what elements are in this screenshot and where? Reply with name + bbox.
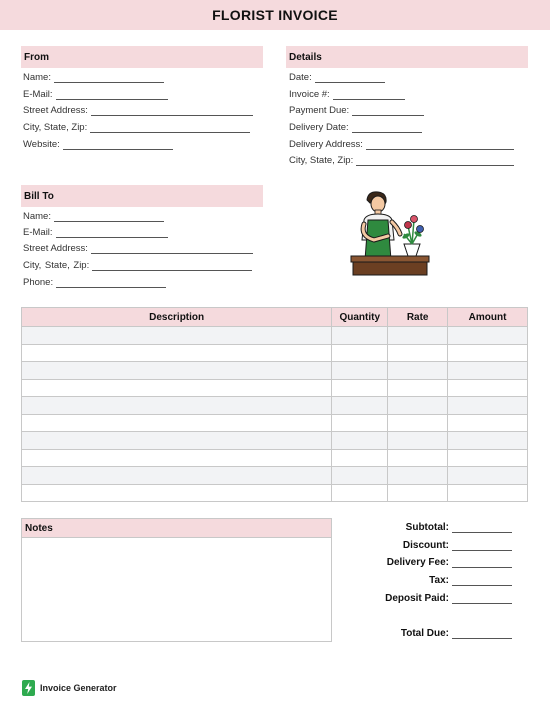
rate-cell[interactable] [388,449,448,467]
from-name-field[interactable] [23,71,164,83]
from-email-label: E-Mail: [23,89,53,100]
table-header-row [22,308,528,327]
details-heading: Details [286,46,528,68]
from-name-label: Name: [23,72,51,83]
quantity-cell[interactable] [332,467,388,485]
amount-cell[interactable] [448,484,528,502]
quantity-cell[interactable] [332,327,388,345]
table-row [22,414,528,432]
details-city-field[interactable] [289,154,514,166]
from-website-line [63,141,173,150]
bill-name-label: Name: [23,211,51,222]
brand-name: Invoice Generator [40,683,117,693]
from-name-line [54,74,164,83]
discount-label: Discount: [402,540,449,551]
bill-name-field[interactable] [23,210,164,222]
amount-cell[interactable] [448,467,528,485]
quantity-cell[interactable] [332,397,388,415]
from-city-label: City, State, Zip: [23,122,88,133]
subtotal-label: Subtotal: [405,522,449,533]
rate-cell[interactable] [388,379,448,397]
quantity-cell[interactable] [332,449,388,467]
quantity-cell[interactable] [332,432,388,450]
table-row [22,379,528,397]
bill-to-heading: Bill To [21,185,263,207]
items-table [21,307,528,502]
rate-cell[interactable] [388,414,448,432]
quantity-cell[interactable] [332,484,388,502]
quantity-cell[interactable] [332,379,388,397]
description-cell[interactable] [22,379,332,397]
details-invoice-field[interactable] [289,88,405,100]
notes-heading: Notes [21,518,332,537]
description-cell[interactable] [22,362,332,380]
table-row [22,467,528,485]
amount-cell[interactable] [448,344,528,362]
table-row [22,449,528,467]
details-date-line [315,74,385,83]
details-delivery-address-line [366,141,514,150]
tax-line [452,577,512,586]
details-delivery-address-field[interactable] [289,138,514,150]
bolt-logo-icon [22,680,35,696]
table-row [22,397,528,415]
deposit-paid-field[interactable] [340,592,512,604]
subtotal-field[interactable] [340,521,512,533]
deposit-paid-line [452,595,512,604]
amount-cell[interactable] [448,432,528,450]
details-delivery-date-field[interactable] [289,121,422,133]
bill-city-field[interactable] [23,259,252,271]
delivery-fee-line [452,559,512,568]
from-heading: From [21,46,263,68]
subtotal-line [452,524,512,533]
description-cell[interactable] [22,397,332,415]
description-cell[interactable] [22,484,332,502]
quantity-cell[interactable] [332,362,388,380]
invoice-title: FLORIST INVOICE [212,7,338,23]
details-delivery-date-label: Delivery Date: [289,122,349,133]
details-city-label: City, State, Zip: [289,155,354,166]
details-date-field[interactable] [289,71,385,83]
brand-footer[interactable] [22,680,117,696]
table-row [22,484,528,502]
discount-line [452,542,512,551]
from-street-line [91,107,253,116]
bill-email-line [56,229,168,238]
amount-cell[interactable] [448,449,528,467]
column-amount: Amount [448,308,528,327]
details-date-label: Date: [289,72,312,83]
description-cell[interactable] [22,432,332,450]
details-payment-due-field[interactable] [289,104,424,116]
bill-street-line [91,245,253,254]
deposit-paid-label: Deposit Paid: [385,593,449,604]
delivery-fee-label: Delivery Fee: [386,557,449,568]
details-payment-due-line [352,107,424,116]
bill-email-label: E-Mail: [23,227,53,238]
bill-street-field[interactable] [23,242,253,254]
description-cell[interactable] [22,467,332,485]
table-row [22,327,528,345]
total-due-label: Total Due: [400,628,449,639]
bill-city-line [92,262,252,271]
from-street-label: Street Address: [23,105,88,116]
column-description: Description [22,308,332,327]
amount-cell[interactable] [448,397,528,415]
rate-cell[interactable] [388,484,448,502]
rate-cell[interactable] [388,327,448,345]
column-rate: Rate [388,308,448,327]
rate-cell[interactable] [388,362,448,380]
notes-textarea[interactable] [21,537,332,642]
florist-illustration [348,190,433,278]
table-row [22,344,528,362]
amount-cell[interactable] [448,327,528,345]
from-street-field[interactable] [23,104,253,116]
details-delivery-date-line [352,124,422,133]
from-city-field[interactable] [23,121,250,133]
tax-field[interactable] [340,574,512,586]
from-email-line [56,91,168,100]
from-city-line [90,124,250,133]
details-delivery-address-label: Delivery Address: [289,139,363,150]
amount-cell[interactable] [448,379,528,397]
description-cell[interactable] [22,327,332,345]
bill-phone-label: Phone: [23,277,54,288]
table-row [22,432,528,450]
amount-cell[interactable] [448,362,528,380]
from-email-field[interactable] [23,88,168,100]
discount-field[interactable] [340,539,512,551]
quantity-cell[interactable] [332,414,388,432]
bill-phone-field[interactable] [23,276,166,288]
bill-street-label: Street Address: [23,243,88,254]
details-invoice-line [333,91,405,100]
column-quantity: Quantity [332,308,388,327]
details-payment-due-label: Payment Due: [289,105,350,116]
description-cell[interactable] [22,449,332,467]
details-invoice-label: Invoice #: [289,89,330,100]
description-cell[interactable] [22,344,332,362]
amount-cell[interactable] [448,414,528,432]
table-row [22,362,528,380]
tax-label: Tax: [429,575,449,586]
description-cell[interactable] [22,414,332,432]
rate-cell[interactable] [388,432,448,450]
from-website-label: Website: [23,139,60,150]
total-due-field[interactable] [340,627,512,639]
bill-city-label: City, State, Zip: [23,260,90,271]
total-due-line [452,630,512,639]
bill-name-line [54,213,164,222]
details-city-line [356,157,514,166]
rate-cell[interactable] [388,344,448,362]
delivery-fee-field[interactable] [340,556,512,568]
title-bar [0,0,550,30]
bill-phone-line [56,279,166,288]
bill-email-field[interactable] [23,226,168,238]
rate-cell[interactable] [388,467,448,485]
quantity-cell[interactable] [332,344,388,362]
rate-cell[interactable] [388,397,448,415]
from-website-field[interactable] [23,138,173,150]
